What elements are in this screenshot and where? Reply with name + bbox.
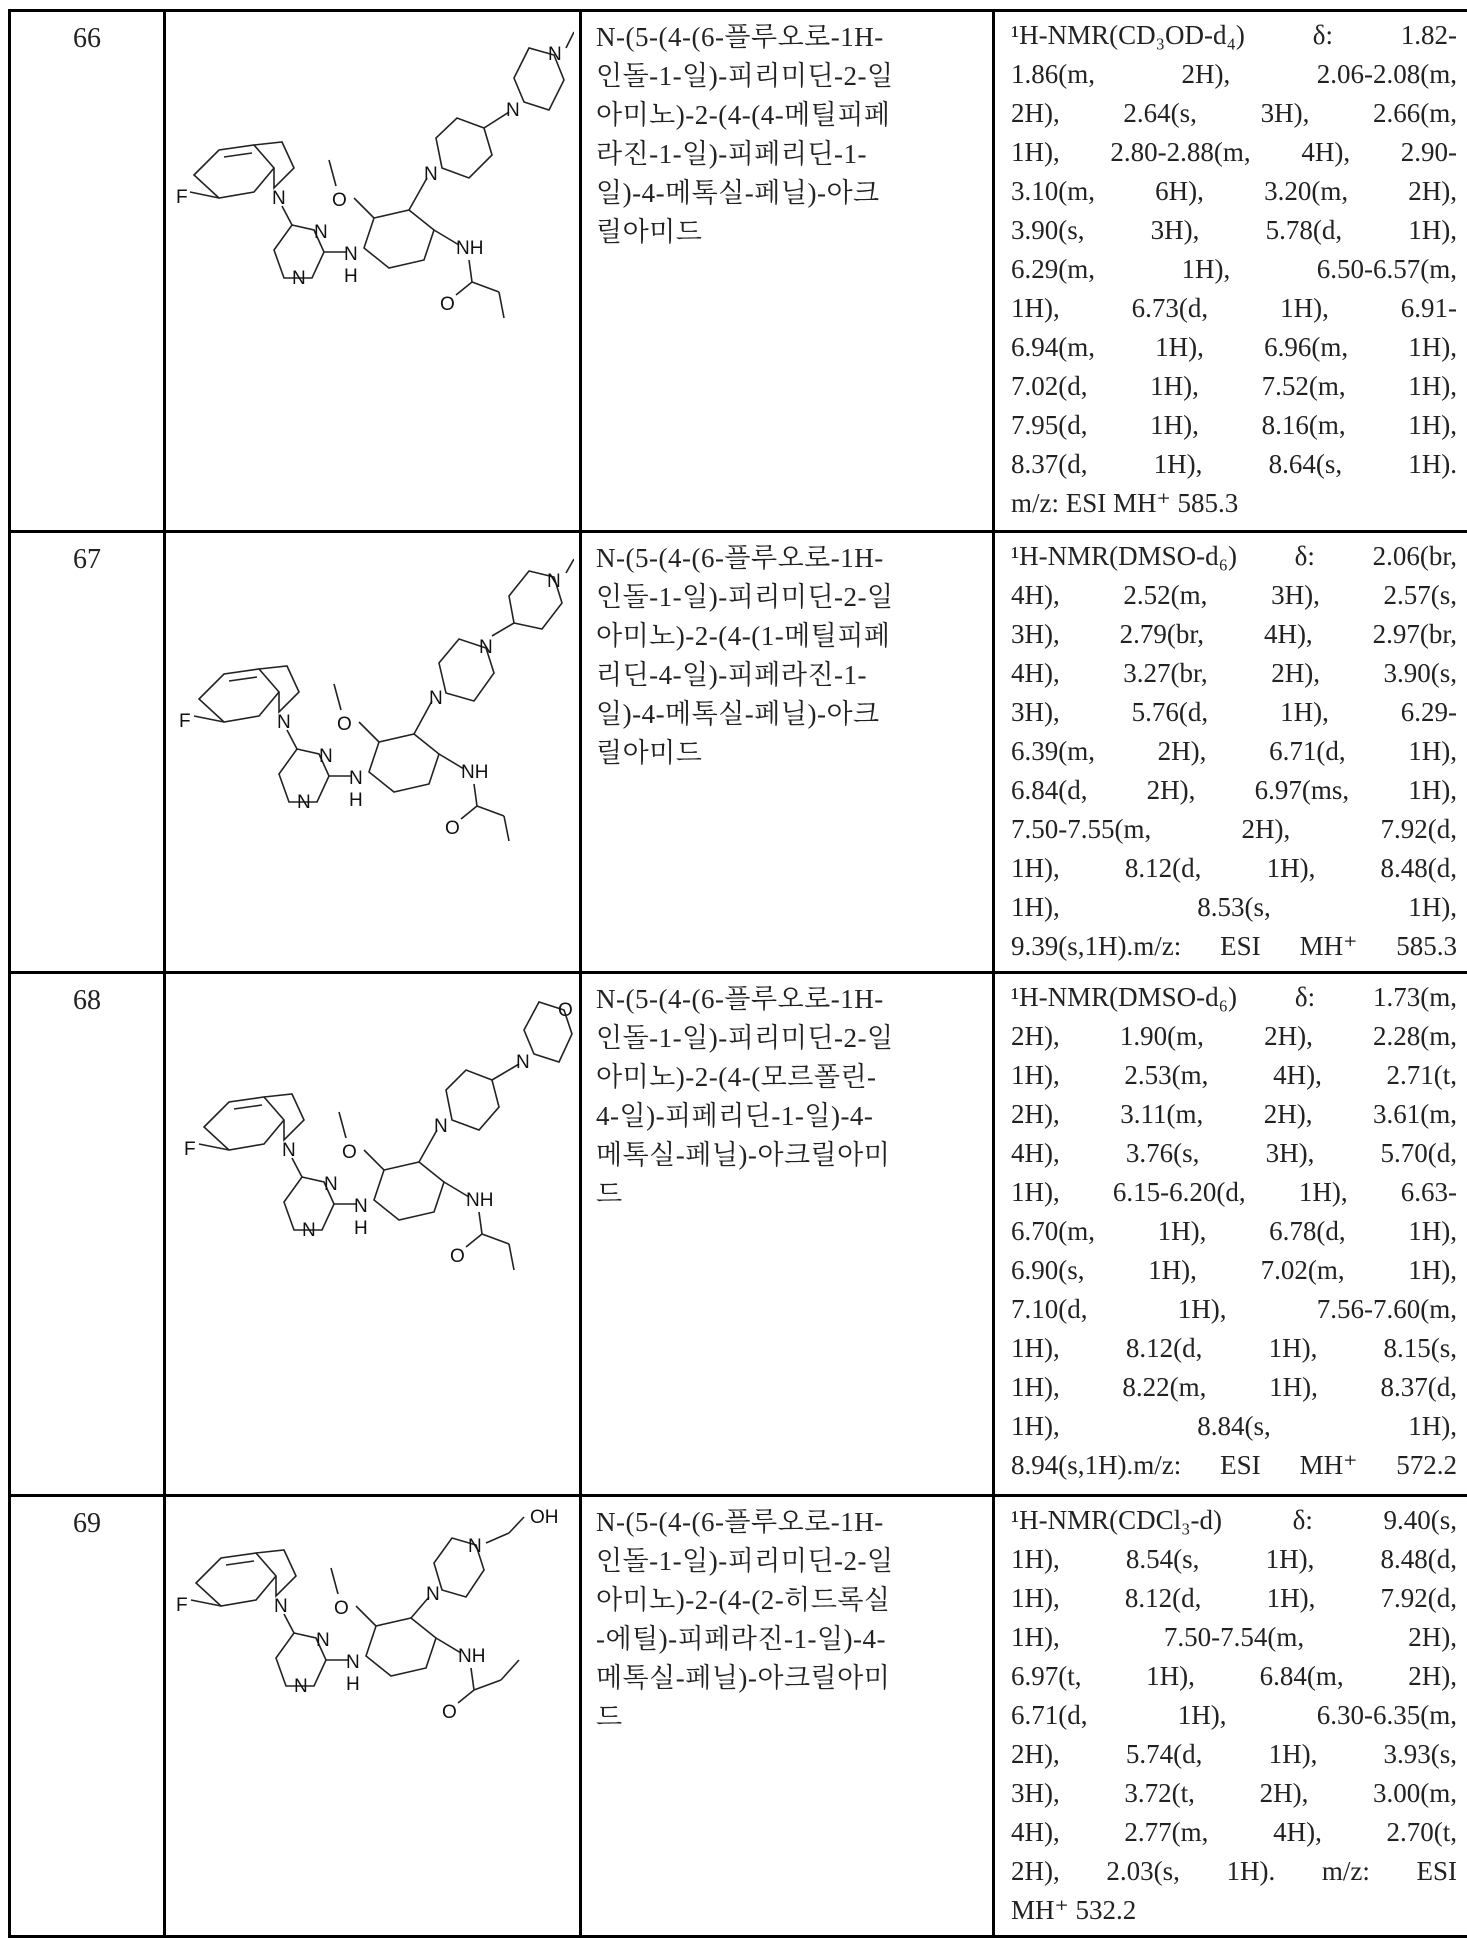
- chemical-structure-icon: [174, 541, 574, 861]
- table-row: [10, 973, 1467, 1496]
- nmr-line: 1H), 8.84(s, 1H),: [1011, 1407, 1457, 1446]
- compound-name-cell: [581, 11, 994, 532]
- nmr-line: 1H), 8.12(d, 1H), 7.92(d,: [1011, 1579, 1457, 1618]
- svg-text:F: F: [184, 1139, 196, 1160]
- structure-cell: [165, 1496, 581, 1937]
- nmr-line: ¹H-NMR(DMSO-d₆) δ: 2.06(br,: [1011, 537, 1457, 576]
- compound-name: N-(5-(4-(6-플루오로-1H- 인돌-1-일)-피리미딘-2-일 아미노)-2-(4-(모르폴린- 4-일)-피페리딘-1-일)-4- 메톡실-페닐)-아크릴아미 드: [582, 974, 992, 1214]
- nmr-line: 4H), 3.76(s, 3H), 5.70(d,: [1011, 1134, 1457, 1173]
- svg-text:OH: OH: [530, 1507, 559, 1528]
- compound-name: N-(5-(4-(6-플루오로-1H- 인돌-1-일)-피리미딘-2-일 아미노)-2-(4-(2-히드록실 -에틸)-피페라진-1-일)-4- 메톡실-페닐)-아크릴아미 드: [582, 1497, 992, 1737]
- nmr-line: ¹H-NMR(DMSO-d₆) δ: 1.73(m,: [1011, 978, 1457, 1017]
- nmr-line: 8.37(d, 1H), 8.64(s, 1H).: [1011, 445, 1457, 484]
- svg-text:O: O: [440, 294, 455, 315]
- nmr-line: 1H), 2.53(m, 4H), 2.71(t,: [1011, 1056, 1457, 1095]
- svg-text:NH: NH: [466, 1190, 493, 1211]
- svg-text:N: N: [506, 100, 520, 121]
- table-row: [10, 1496, 1467, 1937]
- table-row: [10, 532, 1467, 973]
- nmr-line: ¹H-NMR(CD₃OD-d₄) δ: 1.82-: [1011, 16, 1457, 55]
- nmr-line: 2H), 2.03(s, 1H). m/z: ESI: [1011, 1852, 1457, 1891]
- svg-text:N: N: [314, 222, 328, 243]
- nmr-line: 6.84(d, 2H), 6.97(ms, 1H),: [1011, 771, 1457, 810]
- compound-name: N-(5-(4-(6-플루오로-1H- 인돌-1-일)-피리미딘-2-일 아미노)-2-(4-(1-메틸피페 리딘-4-일)-피페라진-1- 일)-4-메톡실-페닐)-아크 릴아미드: [582, 533, 992, 773]
- svg-text:H: H: [349, 790, 363, 811]
- nmr-line: 6.71(d, 1H), 6.30-6.35(m,: [1011, 1696, 1457, 1735]
- svg-text:N: N: [274, 1596, 288, 1617]
- nmr-line: 1H), 2.80-2.88(m, 4H), 2.90-: [1011, 133, 1457, 172]
- svg-text:O: O: [558, 1000, 573, 1021]
- nmr-line: 3.10(m, 6H), 3.20(m, 2H),: [1011, 172, 1457, 211]
- nmr-line: 3H), 2.79(br, 4H), 2.97(br,: [1011, 615, 1457, 654]
- nmr-line: 3H), 5.76(d, 1H), 6.29-: [1011, 693, 1457, 732]
- nmr-line: 3H), 3.72(t, 2H), 3.00(m,: [1011, 1774, 1457, 1813]
- svg-text:N: N: [479, 637, 493, 658]
- svg-text:NH: NH: [461, 762, 488, 783]
- svg-text:N: N: [282, 1140, 296, 1161]
- compound-number: 69: [10, 1496, 165, 1937]
- svg-text:O: O: [332, 190, 347, 211]
- svg-text:N: N: [548, 44, 562, 65]
- nmr-data: [995, 1497, 1467, 1930]
- svg-text:H: H: [346, 1674, 360, 1695]
- nmr-line: 6.70(m, 1H), 6.78(d, 1H),: [1011, 1212, 1457, 1251]
- nmr-line: 1H), 6.73(d, 1H), 6.91-: [1011, 289, 1457, 328]
- svg-text:N: N: [354, 1196, 368, 1217]
- nmr-mass-line: 8.94(s,1H).m/z: ESI MH⁺ 572.2: [1011, 1446, 1457, 1485]
- nmr-line: 1H), 8.22(m, 1H), 8.37(d,: [1011, 1368, 1457, 1407]
- nmr-data: [995, 533, 1467, 966]
- nmr-line: 3.90(s, 3H), 5.78(d, 1H),: [1011, 211, 1457, 250]
- svg-text:O: O: [334, 1598, 349, 1619]
- nmr-mass-line: 9.39(s,1H).m/z: ESI MH⁺ 585.3: [1011, 927, 1457, 966]
- nmr-line: 4H), 2.77(m, 4H), 2.70(t,: [1011, 1813, 1457, 1852]
- structure-cell: [165, 973, 581, 1496]
- nmr-line: 1H), 8.12(d, 1H), 8.15(s,: [1011, 1329, 1457, 1368]
- nmr-data: [995, 974, 1467, 1485]
- svg-text:N: N: [424, 164, 438, 185]
- nmr-line: 1H), 7.50-7.54(m, 2H),: [1011, 1618, 1457, 1657]
- compound-name-cell: [581, 973, 994, 1496]
- nmr-data-cell: [994, 532, 1467, 973]
- nmr-data: [995, 12, 1467, 523]
- nmr-line: 6.97(t, 1H), 6.84(m, 2H),: [1011, 1657, 1457, 1696]
- nmr-line: 2H), 5.74(d, 1H), 3.93(s,: [1011, 1735, 1457, 1774]
- svg-text:N: N: [277, 712, 291, 733]
- svg-text:N: N: [468, 1536, 482, 1557]
- compound-number: 67: [10, 532, 165, 973]
- structure-cell: [165, 11, 581, 532]
- svg-text:H: H: [354, 1218, 368, 1239]
- nmr-line: 1H), 8.54(s, 1H), 8.48(d,: [1011, 1540, 1457, 1579]
- chemical-structure-icon: [174, 982, 574, 1302]
- nmr-line: 2H), 1.90(m, 2H), 2.28(m,: [1011, 1017, 1457, 1056]
- compound-name-cell: [581, 532, 994, 973]
- svg-text:N: N: [324, 1174, 338, 1195]
- svg-text:N: N: [346, 1652, 360, 1673]
- svg-text:F: F: [176, 1595, 188, 1616]
- svg-text:N: N: [429, 688, 443, 709]
- svg-text:O: O: [342, 1142, 357, 1163]
- nmr-data-cell: [994, 11, 1467, 532]
- svg-text:N: N: [516, 1052, 530, 1073]
- svg-text:N: N: [319, 746, 333, 767]
- svg-text:NH: NH: [458, 1646, 485, 1667]
- svg-text:O: O: [445, 818, 460, 839]
- atom-f: F: [176, 187, 188, 208]
- nmr-line: 4H), 2.52(m, 3H), 2.57(s,: [1011, 576, 1457, 615]
- nmr-line: ¹H-NMR(CDCl₃-d) δ: 9.40(s,: [1011, 1501, 1457, 1540]
- structure-cell: [165, 532, 581, 973]
- nmr-data-cell: [994, 973, 1467, 1496]
- svg-text:F: F: [179, 711, 191, 732]
- nmr-line: 2H), 2.64(s, 3H), 2.66(m,: [1011, 94, 1457, 133]
- nmr-line: 1H), 6.15-6.20(d, 1H), 6.63-: [1011, 1173, 1457, 1212]
- nmr-line: 1H), 8.53(s, 1H),: [1011, 888, 1457, 927]
- svg-text:O: O: [450, 1246, 465, 1267]
- svg-text:N: N: [292, 268, 306, 289]
- nmr-line: 6.39(m, 2H), 6.71(d, 1H),: [1011, 732, 1457, 771]
- nmr-line: 6.90(s, 1H), 7.02(m, 1H),: [1011, 1251, 1457, 1290]
- svg-text:N: N: [272, 188, 286, 209]
- compound-name-cell: [581, 1496, 994, 1937]
- nmr-mass-line: m/z: ESI MH⁺ 585.3: [1011, 484, 1457, 523]
- svg-text:N: N: [297, 792, 311, 813]
- chemical-structure-icon: [174, 20, 574, 340]
- nmr-line: 2H), 3.11(m, 2H), 3.61(m,: [1011, 1095, 1457, 1134]
- nmr-line: 7.02(d, 1H), 7.52(m, 1H),: [1011, 367, 1457, 406]
- svg-text:H: H: [344, 266, 358, 287]
- svg-text:N: N: [316, 1630, 330, 1651]
- compound-number: 68: [10, 973, 165, 1496]
- nmr-line: 6.94(m, 1H), 6.96(m, 1H),: [1011, 328, 1457, 367]
- nmr-mass-line: MH⁺ 532.2: [1011, 1891, 1457, 1930]
- compound-table: [8, 9, 1467, 1938]
- svg-text:N: N: [294, 1676, 308, 1697]
- nmr-data-cell: [994, 1496, 1467, 1937]
- svg-text:O: O: [442, 1702, 457, 1723]
- nmr-line: 7.50-7.55(m, 2H), 7.92(d,: [1011, 810, 1457, 849]
- svg-text:N: N: [547, 571, 561, 592]
- compound-number: 66: [10, 11, 165, 532]
- svg-text:N: N: [434, 1116, 448, 1137]
- compound-name: N-(5-(4-(6-플루오로-1H- 인돌-1-일)-피리미딘-2-일 아미노)-2-(4-(4-메틸피페 라진-1-일)-피페리딘-1- 일)-4-메톡실-페닐)-아크 릴아미드: [582, 12, 992, 252]
- svg-text:N: N: [426, 1584, 440, 1605]
- nmr-line: 4H), 3.27(br, 2H), 3.90(s,: [1011, 654, 1457, 693]
- nmr-line: 7.10(d, 1H), 7.56-7.60(m,: [1011, 1290, 1457, 1329]
- svg-text:NH: NH: [456, 238, 483, 259]
- nmr-line: 6.29(m, 1H), 6.50-6.57(m,: [1011, 250, 1457, 289]
- svg-text:O: O: [337, 714, 352, 735]
- nmr-line: 7.95(d, 1H), 8.16(m, 1H),: [1011, 406, 1457, 445]
- chemical-structure-icon: [174, 1505, 574, 1745]
- table-row: [10, 11, 1467, 532]
- svg-text:N: N: [344, 244, 358, 265]
- nmr-line: 1H), 8.12(d, 1H), 8.48(d,: [1011, 849, 1457, 888]
- nmr-line: 1.86(m, 2H), 2.06-2.08(m,: [1011, 55, 1457, 94]
- svg-text:N: N: [302, 1220, 316, 1241]
- svg-text:N: N: [349, 768, 363, 789]
